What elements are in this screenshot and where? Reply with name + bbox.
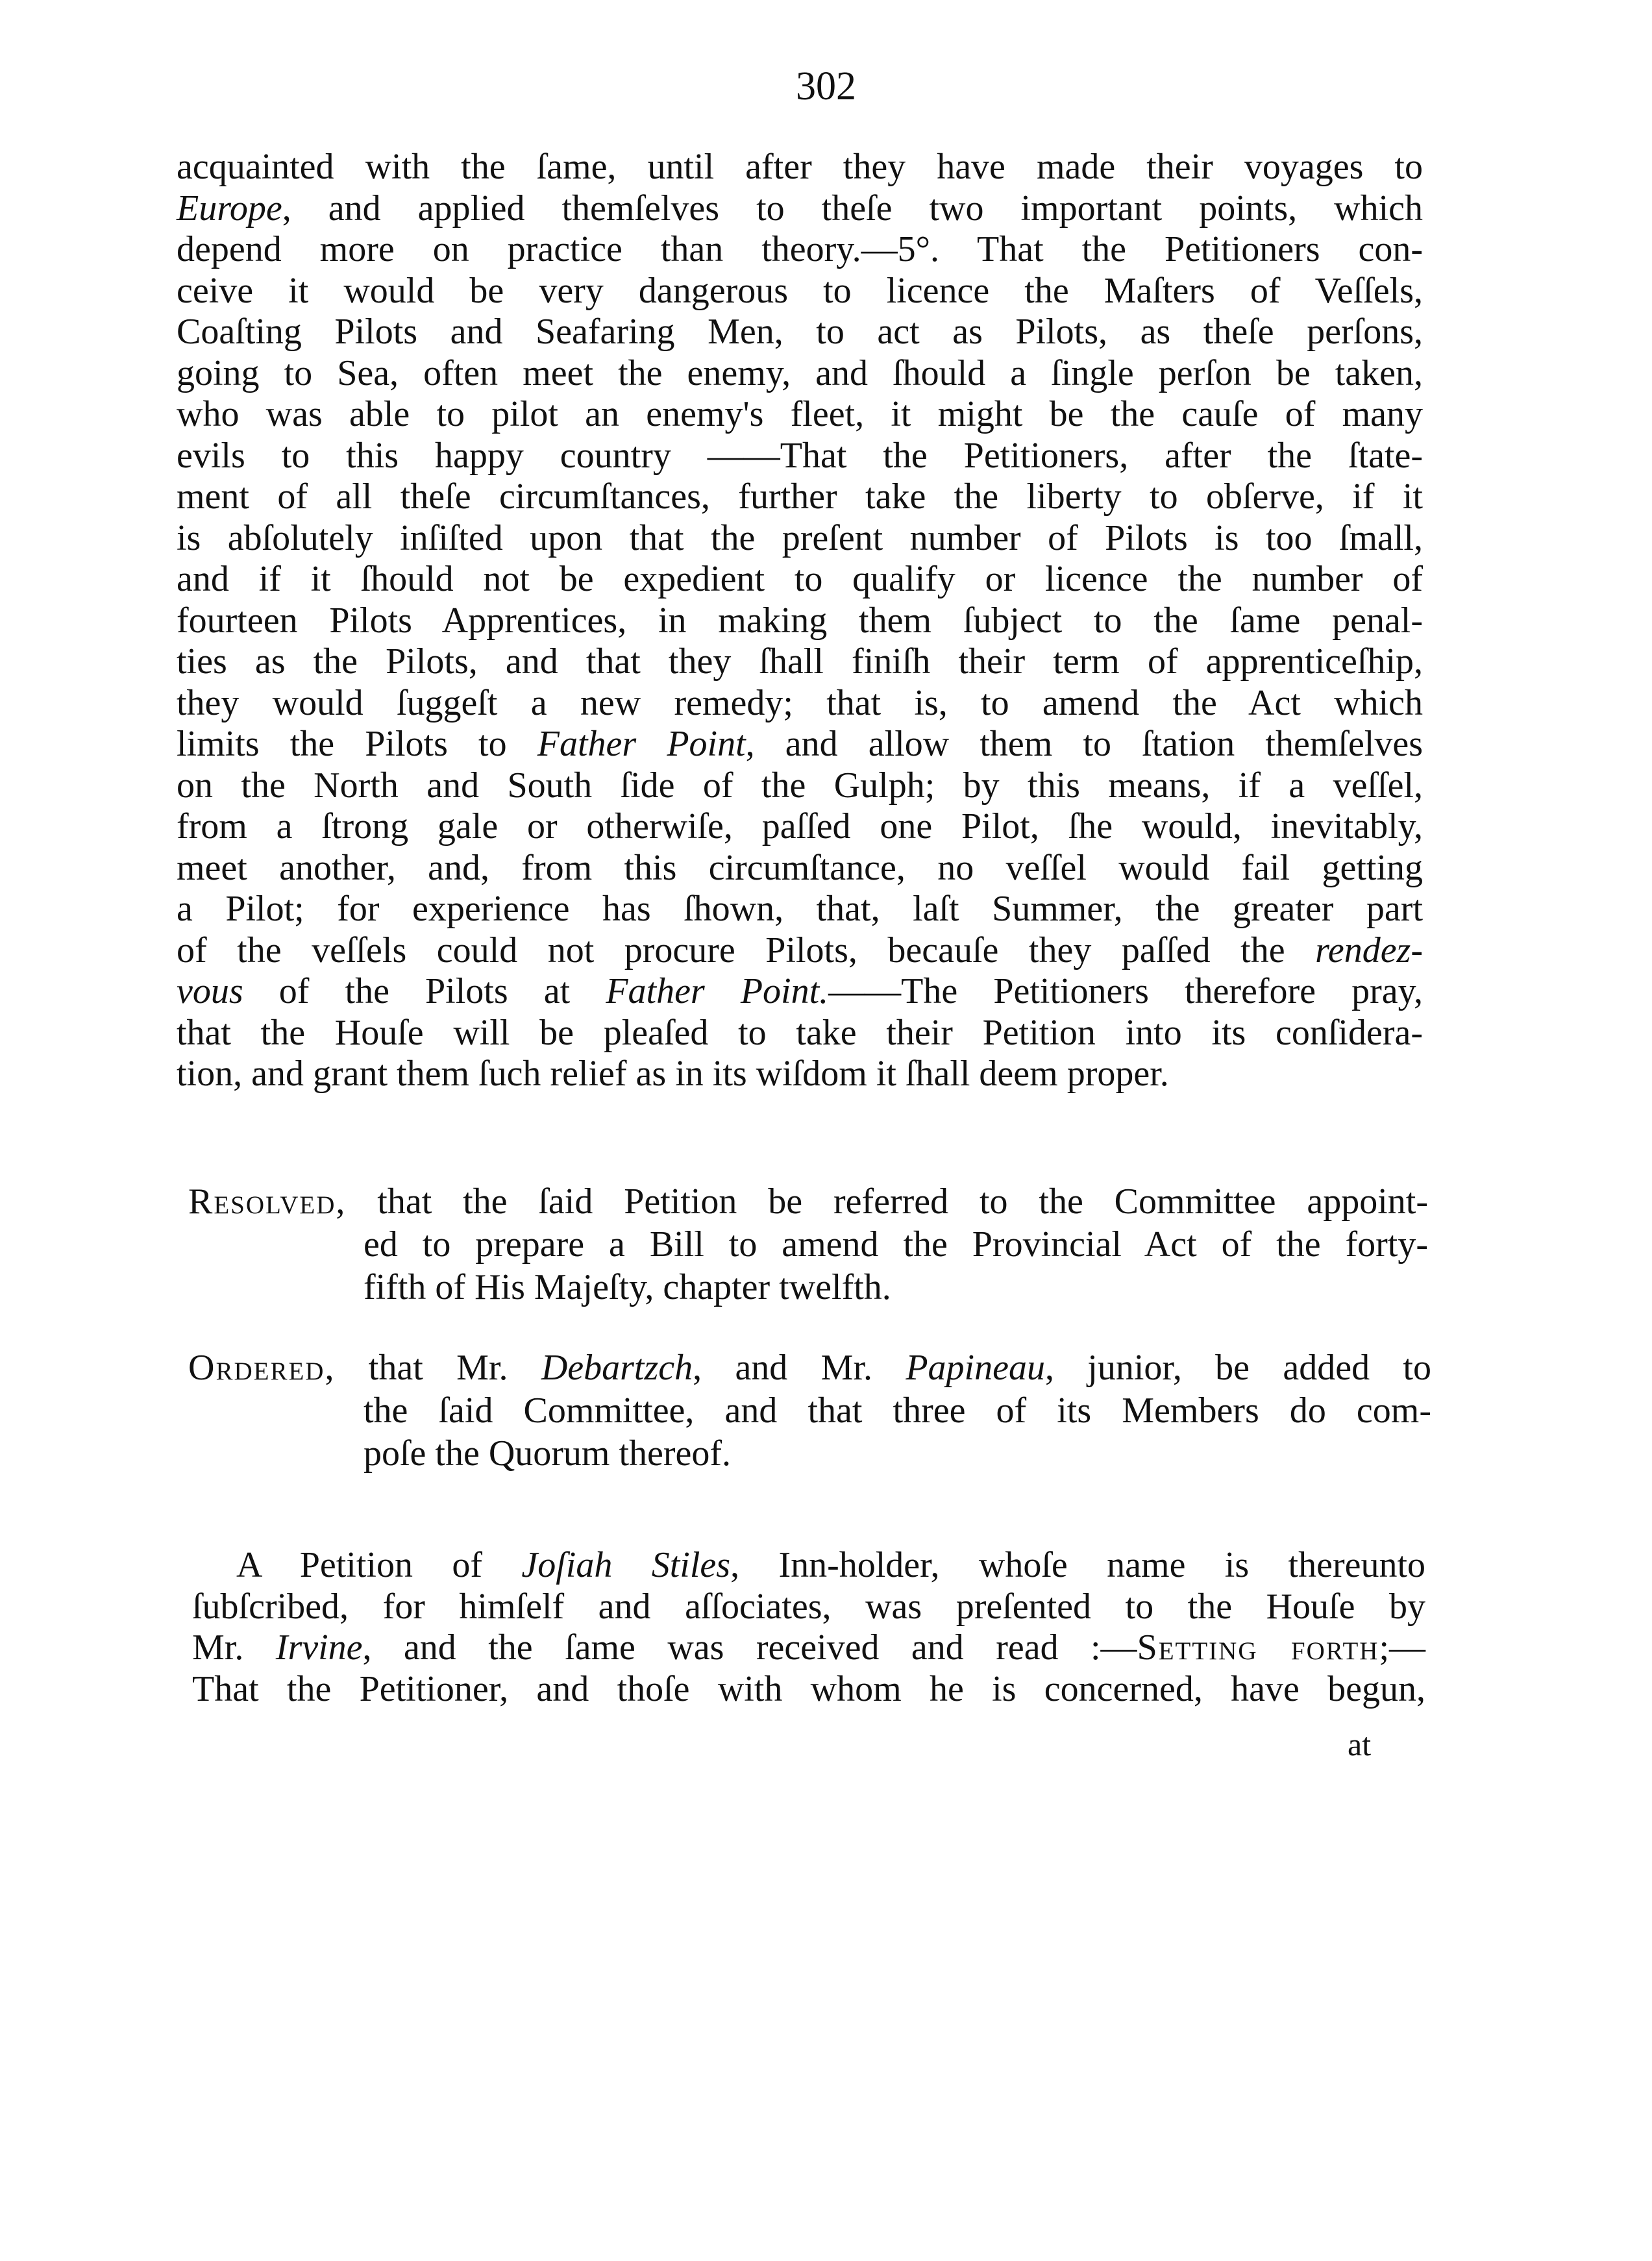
text-run: ;— [1379,1627,1425,1668]
text-line: they would ſuggeſt a new remedy; that is, to amend the Act which [177,682,1423,723]
text-line: fourteen Pilots Apprentices, in making them ſubject to the ſame penal- [177,600,1423,641]
member-name: Debartzch [541,1348,693,1388]
text-line: ties as the Pilots, and that they ſhall finiſh their term of apprenticeſhip, [177,641,1423,682]
text-line: depend more on practice than theory.—5°. That the Petitioners con- [177,229,1423,269]
text-run: A Petition of [236,1545,522,1585]
text-line: the ſaid Committee, and that three of its Members do com- [364,1390,1431,1431]
text-line [177,188,1423,230]
text-line: from a ſtrong gale or otherwiſe, paſſed one Pilot, ſhe would, inevitably, [177,806,1423,846]
member-name: Irvine [275,1627,363,1668]
text-run: , junior, be added to [1044,1348,1431,1388]
text-line: acquainted with the ſame, until after they have made their voyages to [177,147,1423,187]
place-name: Europe [177,188,282,229]
text-run: that Mr. [335,1348,541,1388]
text-line [192,1545,1425,1587]
text-run: , and the ſame was received and read :— [362,1627,1137,1668]
text-run: Mr. [192,1627,276,1668]
resolved-entry [188,1180,1428,1309]
page-number: 302 [796,64,856,108]
text-line: fifth of His Majeſty, chapter twelfth. [364,1267,891,1307]
place-name: Father Point. [606,971,829,1011]
text-line: ceive it would be very dangerous to licence the Maſters of Veſſels, [177,270,1423,311]
catchword: at [1348,1726,1372,1762]
text-line: tion, and grant them ſuch relief as in its wiſdom it ſhall deem proper. [177,1054,1169,1094]
text-line: is abſolutely inſiſted upon that the preſent number of Pilots is too ſmall, [177,517,1423,558]
ordered-entry [188,1346,1431,1475]
text-line: a Pilot; for experience has ſhown, that, laſt Summer, the greater part [177,889,1423,929]
text-line: meet another, and, from this circumſtance, no veſſel would fail getting [177,847,1423,888]
text-run: ——The Petitioners therefore pray, [828,971,1424,1011]
text-line: on the North and South ſide of the Gulph; by this means, if a veſſel, [177,765,1423,806]
resolved-label: Resolved, [188,1181,347,1222]
text-line [188,1346,1431,1389]
resolved-continuation [364,1223,1428,1309]
text-line: That the Petitioner, and thoſe with whom he is concerned, have begun, [192,1668,1425,1709]
text-run: that the ſaid Petition be referred to the Committee appoint- [346,1181,1428,1222]
text-line: that the Houſe will be pleaſed to take their Petition into its conſidera- [177,1012,1423,1053]
text-run: , and Mr. [693,1348,906,1388]
text-run: , and allow them to ſtation themſelves [745,724,1424,764]
text-line: evils to this happy country ——That the Petitioners, after the ſtate- [177,435,1423,476]
text-line: poſe the Quorum thereof. [364,1433,732,1474]
text-run: of the veſſels could not procure Pilots, becauſe they paſſed the [177,930,1316,970]
text-run: of the Pilots at [243,971,606,1011]
text-run: , Inn-holder, whoſe name is thereunto [730,1545,1426,1585]
text-line: ed to prepare a Bill to amend the Provincial Act of the forty- [364,1224,1428,1265]
petitioner-name: Joſiah Stiles [521,1545,731,1585]
ordered-label: Ordered, [188,1348,336,1388]
text-line: ſubſcribed, for himſelf and aſſociates, was preſented to the Houſe by [192,1586,1425,1627]
ordered-continuation [364,1389,1431,1475]
petition-body-paragraph [177,147,1423,1095]
text-line [177,930,1423,972]
member-name: Papineau [906,1348,1045,1388]
text-line: Coaſting Pilots and Seafaring Men, to act as Pilots, as theſe perſons, [177,312,1423,352]
text-line: ment of all theſe circumſtances, further take the liberty to obſerve, if it [177,476,1423,517]
text-line [188,1180,1428,1223]
stiles-petition-paragraph [192,1545,1425,1710]
text-line [192,1627,1425,1669]
text-line: going to Sea, often meet the enemy, and ſhould a ſingle perſon be taken, [177,352,1423,393]
text-line [177,971,1423,1013]
italic-word: vous [177,971,243,1011]
text-line: who was able to pilot an enemy's fleet, it might be the cauſe of many [177,394,1423,434]
text-line [177,724,1423,765]
text-run: limits the Pilots to [177,724,537,764]
text-run: , and applied themſelves to theſe two important points, which [282,188,1423,229]
place-name: Father Point [537,724,746,764]
italic-word: rendez- [1315,930,1423,970]
setting-forth-label: Setting forth [1137,1627,1379,1668]
text-line: and if it ſhould not be expedient to qualify or licence the number of [177,559,1423,599]
